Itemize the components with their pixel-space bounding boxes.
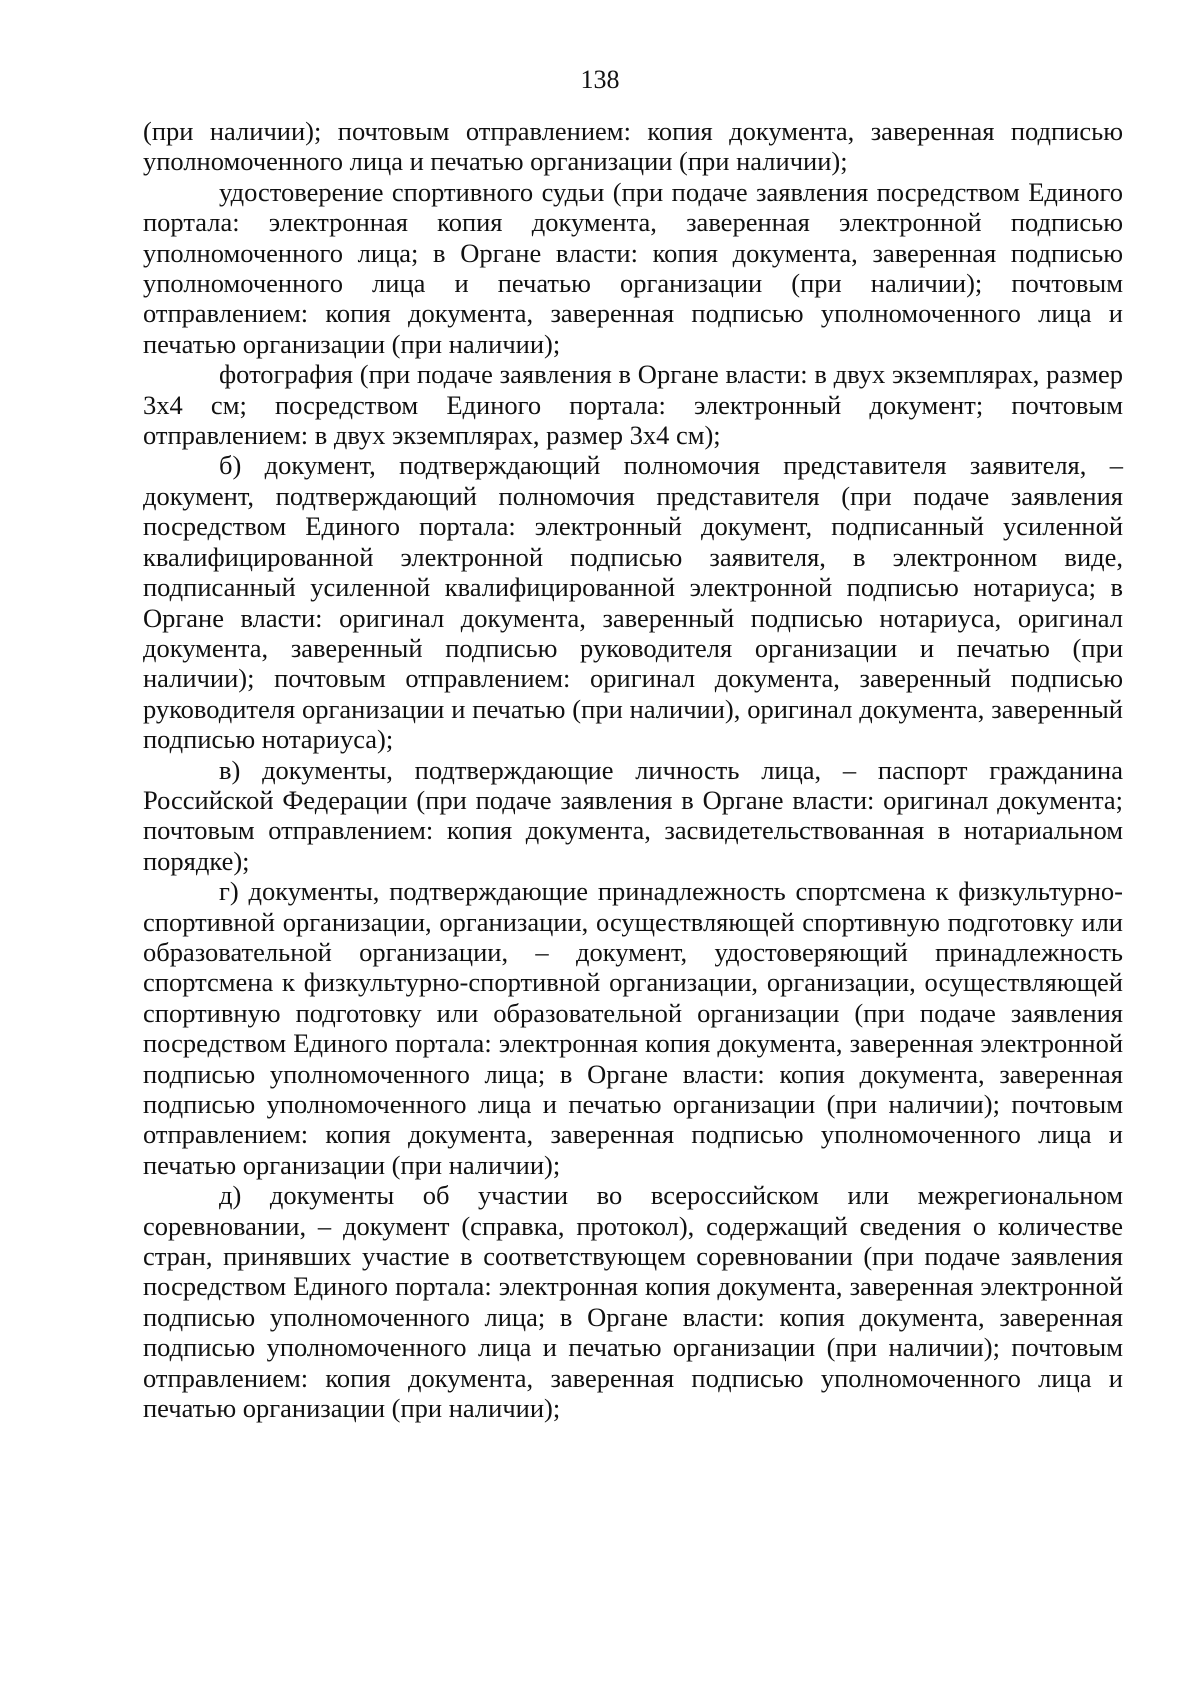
document-body [143,116,1123,1423]
paragraph-7: д) документы об участии во всероссийском или межрегиональном соревновании, – документ (справка, протокол), содержащий сведения о количестве стран, принявших участие в соответствующем соревновании (при подаче заявления посредством Единого портала: электронная копия документа, заверенная электронной подписью уполномоченного лица; в Органе власти: копия документа, заверенная подписью уполномоченного лица и печатью организации (при наличии); почтовым отправлением: копия документа, заверенная подписью уполномоченного лица и печатью организации (при наличии); [143,1180,1123,1424]
paragraph-1: (при наличии); почтовым отправлением: копия документа, заверенная подписью уполномоченного лица и печатью организации (при наличии); [143,116,1123,177]
page-number: 138 [580,65,620,94]
paragraph-5: в) документы, подтверждающие личность лица, – паспорт гражданина Российской Федерации (при подаче заявления в Органе власти: оригинал документа; почтовым отправлением: копия документа, засвидетельствованная в нотариальном порядке); [143,754,1123,876]
paragraph-3: фотография (при подаче заявления в Органе власти: в двух экземплярах, размер 3x4 см; посредством Единого портала: электронный документ; почтовым отправлением: в двух экземплярах, размер 3x4 см); [143,359,1123,451]
paragraph-6: г) документы, подтверждающие принадлежность спортсмена к физкультурно-спортивной организации, организации, осуществляющей спортивную подготовку или образовательной организации, – документ, удостоверяющий принадлежность спортсмена к физкультурно-спортивной организации, организации, осуществляющей спортивную подготовку или образовательной организации (при подаче заявления посредством Единого портала: электронная копия документа, заверенная электронной подписью уполномоченного лица; в Органе власти: копия документа, заверенная подписью уполномоченного лица и печатью организации (при наличии); почтовым отправлением: копия документа, заверенная подписью уполномоченного лица и печатью организации (при наличии); [143,876,1123,1180]
paragraph-2: удостоверение спортивного судьи (при подаче заявления посредством Единого портала: электронная копия документа, заверенная электронной подписью уполномоченного лица; в Органе власти: копия документа, заверенная подписью уполномоченного лица и печатью организации (при наличии); почтовым отправлением: копия документа, заверенная подписью уполномоченного лица и печатью организации (при наличии); [143,176,1123,359]
paragraph-4: б) документ, подтверждающий полномочия представителя заявителя, – документ, подтверждающий полномочия представителя (при подаче заявления посредством Единого портала: электронный документ, подписанный усиленной квалифицированной электронной подписью заявителя, в электронном виде, подписанный усиленной квалифицированной электронной подписью нотариуса; в Органе власти: оригинал документа, заверенный подписью нотариуса, оригинал документа, заверенный подписью руководителя организации и печатью (при наличии); почтовым отправлением: оригинал документа, заверенный подписью руководителя организации и печатью (при наличии), оригинал документа, заверенный подписью нотариуса); [143,450,1123,755]
